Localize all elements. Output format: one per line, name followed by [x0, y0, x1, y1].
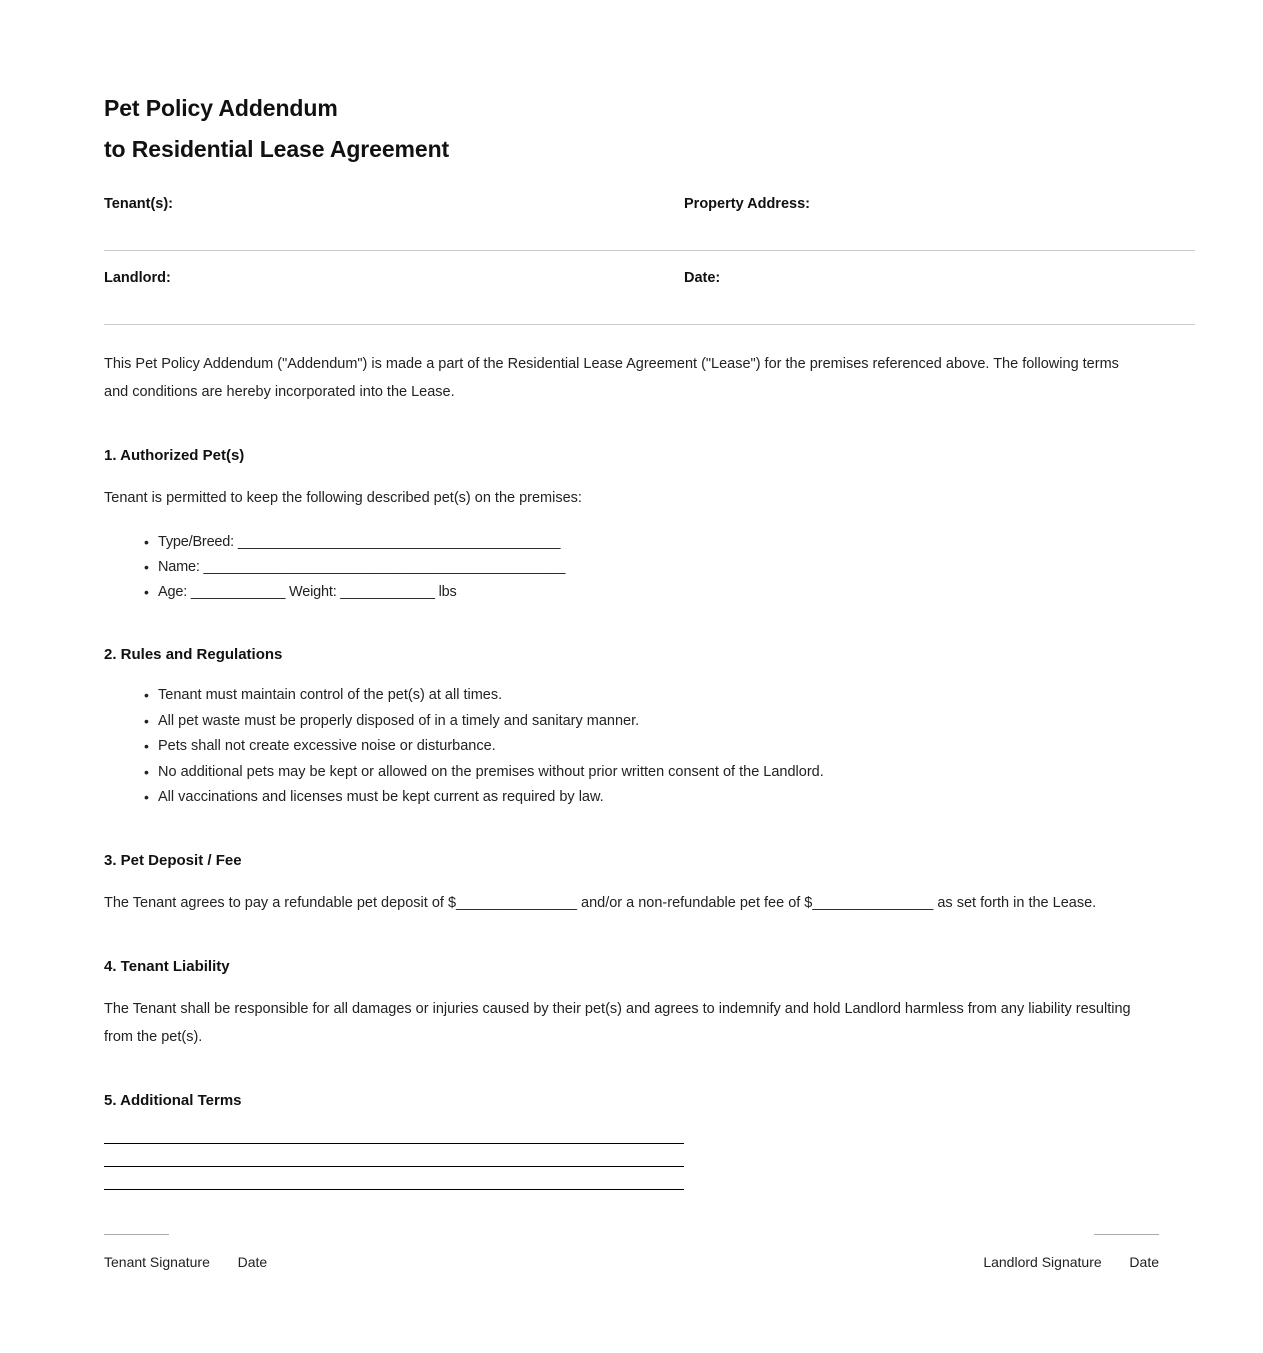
party-details-table — [104, 194, 1195, 325]
date-label: Date: — [684, 270, 721, 286]
pet-type-breed-field: Type/Breed: _________________________________________ — [158, 534, 561, 550]
page-title — [104, 88, 1159, 170]
list-item[interactable] — [144, 555, 1159, 580]
list-item: • No additional pets may be kept or allowed on the premises without prior written consent of the Landlord. — [144, 760, 1159, 786]
table-row — [104, 251, 1195, 325]
landlord-label: Landlord: — [104, 270, 171, 286]
page-title-line-1: Pet Policy Addendum — [104, 95, 338, 121]
deposit-paragraph: The Tenant agrees to pay a refundable pet deposit of $_______________ and/or a non-refundable pet fee of $_______________ as set forth in the Lease. — [104, 894, 1097, 911]
section-heading-rules: 2. Rules and Regulations — [104, 646, 283, 663]
property-address-label: Property Address: — [684, 196, 810, 212]
section-heading-additional-terms: 5. Additional Terms — [104, 1091, 242, 1109]
list-item: • All vaccinations and licenses must be kept current as required by law. — [144, 785, 1159, 811]
tenant-field-cell[interactable] — [104, 194, 648, 251]
tenant-date-label: Date — [237, 1254, 268, 1270]
blank-write-line[interactable] — [104, 1166, 684, 1167]
landlord-signature-block — [983, 1234, 1159, 1271]
tenant-signature-labels — [104, 1253, 267, 1271]
pet-name-field: Name: ______________________________________________ — [158, 559, 566, 575]
list-item: • Pets shall not create excessive noise or disturbance. — [144, 734, 1159, 760]
date-field-cell[interactable] — [648, 251, 1195, 325]
tenant-signature-block — [104, 1234, 267, 1271]
property-address-field-cell[interactable] — [648, 194, 1195, 251]
landlord-field-cell[interactable] — [104, 251, 648, 325]
additional-terms-blank-lines — [104, 1143, 1159, 1190]
tenant-signature-label: Tenant Signature — [104, 1254, 210, 1270]
blank-write-line[interactable] — [104, 1189, 684, 1190]
rules-list — [104, 683, 1159, 811]
list-item: • Tenant must maintain control of the pet(s) at all times. — [144, 683, 1159, 709]
landlord-signature-labels — [983, 1253, 1159, 1271]
section-heading-authorized-pets: 1. Authorized Pet(s) — [104, 447, 245, 464]
section-heading-liability: 4. Tenant Liability — [104, 957, 230, 975]
authorized-pets-intro: Tenant is permitted to keep the following described pet(s) on the premises: — [104, 490, 582, 506]
blank-write-line[interactable] — [104, 1143, 684, 1144]
page-title-line-2: to Residential Lease Agreement — [104, 136, 450, 162]
landlord-date-label: Date — [1129, 1254, 1159, 1270]
liability-paragraph: The Tenant shall be responsible for all damages or injuries caused by their pet(s) and agrees to indemnify and hold Landlord harmless from any liability resulting from the pet(s). — [104, 1000, 1131, 1045]
authorized-pets-field-list — [104, 530, 1159, 605]
list-item[interactable] — [144, 530, 1159, 555]
table-row — [104, 194, 1195, 251]
section-heading-deposit: 3. Pet Deposit / Fee — [104, 851, 242, 869]
intro-paragraph: This Pet Policy Addendum ("Addendum") is made a part of the Residential Lease Agreement ("Lease") for the premises referenced above. The following terms and conditions are hereby incorporated into the Lease. — [104, 356, 1119, 400]
tenant-label: Tenant(s): — [104, 196, 174, 212]
list-item[interactable] — [144, 580, 1159, 605]
landlord-signature-label: Landlord Signature — [983, 1254, 1102, 1270]
tenant-signature-line[interactable] — [104, 1234, 169, 1235]
list-item: • All pet waste must be properly disposed of in a timely and sanitary manner. — [144, 709, 1159, 735]
landlord-signature-line[interactable] — [1094, 1234, 1159, 1235]
signature-row — [104, 1234, 1159, 1271]
pet-age-weight-field: Age: ____________ Weight: ____________ lbs — [158, 584, 457, 600]
